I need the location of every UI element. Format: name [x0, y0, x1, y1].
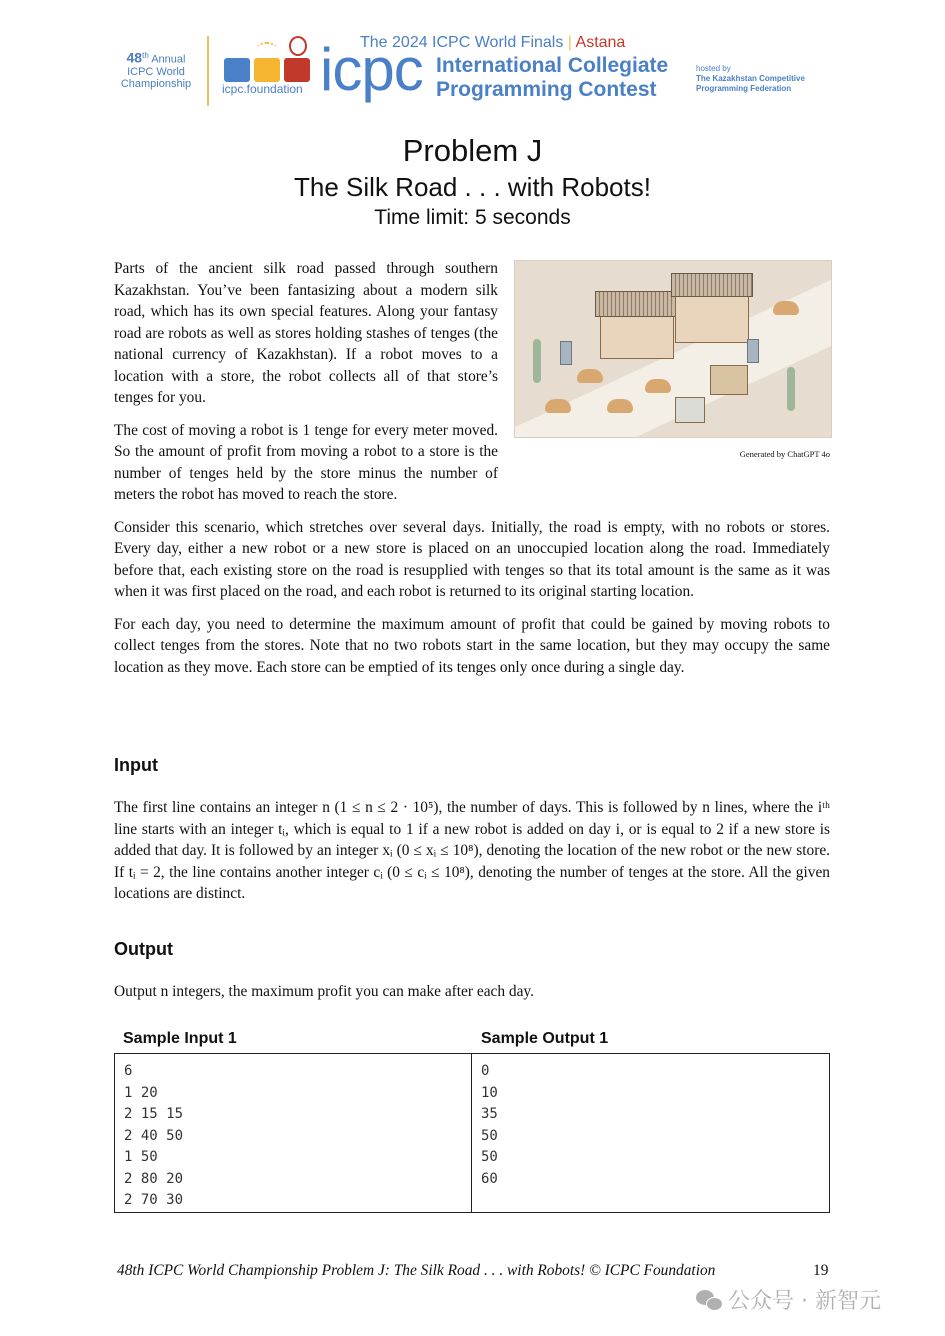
sample-input-line: 2 40 50 — [124, 1127, 184, 1144]
light-rays-icon — [256, 42, 278, 58]
statement-paragraph-1: Parts of the ancient silk road passed through southern Kazakhstan. You’ve been fantasizing about a modern silk road, which has its own special features. Along your fantasy road are robots as well as stores holding stashes of tenges (the national currency of Kazakhstan). If a robot moves to a location with a store, the robot collects all of that store’s tenges for you. — [114, 260, 498, 406]
page-number: 19 — [813, 1262, 829, 1279]
camel-icon — [645, 379, 671, 393]
sample-input-line: 1 50 — [124, 1149, 158, 1165]
header-divider — [207, 36, 209, 106]
city-text: Astana — [575, 34, 626, 51]
sample-input-line: 2 80 20 — [124, 1170, 184, 1187]
input-text: The first line contains an integer n (1 ≤ n ≤ 2 · 10⁵), the number of days. This is followed by n lines, where the iᵗʰ line starts with an integer tᵢ, which is equal to 1 if a new robot is added on day i, or is equal to 2 if a new store is added that day. It is followed by an integer xᵢ (0 ≤ xᵢ ≤ 10⁸), denoting the location of the new robot or the new store. If tᵢ = 2, the line contains another integer cᵢ (0 ≤ cᵢ ≤ 10⁸), denoting the number of tenges at the store. All the given locations are distinct. — [114, 799, 830, 902]
output-text: Output n integers, the maximum profit you can make after each day. — [114, 983, 534, 1000]
host-line1: The Kazakhstan Competitive — [696, 74, 805, 83]
roof-icon — [671, 273, 753, 297]
sample-output-line: 0 — [481, 1063, 490, 1079]
sample-output[interactable] — [472, 1054, 829, 1212]
problem-title: Problem J — [402, 133, 543, 168]
sample-box — [114, 1053, 830, 1213]
sample-headers — [114, 1030, 830, 1053]
lightbulb-icon — [254, 58, 280, 82]
icpc-logo: icpc — [320, 36, 423, 103]
problem-name: The Silk Road . . . with Robots! — [294, 172, 651, 202]
foundation-text: icpc.foundation — [222, 82, 303, 96]
sample-input-line: 2 15 15 — [124, 1106, 184, 1122]
cart-icon — [710, 365, 748, 395]
house-icon — [675, 291, 749, 343]
output-heading: Output — [114, 939, 173, 959]
sample-output-heading: Sample Output 1 — [481, 1030, 609, 1047]
world-finals-line — [360, 34, 625, 52]
figure — [514, 260, 830, 466]
page-header — [0, 0, 945, 120]
contest-line1: International Collegiate — [436, 54, 669, 77]
time-limit: Time limit: 5 seconds — [374, 206, 571, 229]
robot-cart-icon — [675, 397, 705, 423]
hosted-by-label: hosted by — [696, 64, 731, 73]
wf-divider: | — [567, 34, 572, 51]
statement-paragraph-3: Consider this scenario, which stretches over several days. Initially, the road is empty, with no robots or stores. Every day, either a new robot or a new store is placed on an unoccupied location along the road. Immediately before that, each existing store on the road is resupplied with tenges so that its total amount is the same as it was when it was first placed on the road, and each robot is returned to its original starting location. — [114, 518, 830, 600]
annual-championship-label — [112, 50, 200, 90]
sample-input-line: 2 70 30 — [124, 1192, 184, 1208]
house-icon — [600, 313, 674, 359]
host-line2: Programming Federation — [696, 84, 792, 93]
silk-road-illustration — [514, 260, 832, 438]
sample-input-line: 6 — [124, 1063, 133, 1079]
watermark — [696, 1284, 881, 1315]
statement-paragraph-2: The cost of moving a robot is 1 tenge for every meter moved. So the amount of profit from moving a robot to a store is the number of tenges held by the store minus the number of meters the robot has moved to reach the store. — [114, 421, 498, 503]
cloud-icon — [224, 58, 250, 82]
annual-line2: ICPC World — [127, 65, 185, 78]
watermark-text: 公众号 · 新智元 — [728, 1289, 881, 1314]
wechat-icon — [696, 1290, 722, 1310]
sample-output-line: 50 — [481, 1149, 498, 1165]
balloon-icon — [289, 36, 307, 56]
input-heading: Input — [114, 755, 158, 775]
icpc-foundation-logo — [222, 40, 314, 84]
problem-title-block — [0, 132, 945, 232]
sample-table — [114, 1030, 830, 1213]
sample-output-line: 35 — [481, 1106, 498, 1122]
annual-ordinal: 48 — [126, 49, 143, 66]
problem-statement — [114, 258, 830, 689]
world-finals-text: The 2024 ICPC World Finals — [360, 34, 564, 51]
roof-icon — [595, 291, 681, 317]
robot-icon — [560, 341, 572, 365]
camel-icon — [773, 301, 799, 315]
contest-name — [436, 54, 668, 102]
camel-icon — [607, 399, 633, 413]
tree-icon — [533, 339, 541, 383]
annual-line3: Championship — [120, 77, 192, 90]
camel-icon — [545, 399, 571, 413]
output-description — [114, 981, 830, 1014]
sample-output-line: 10 — [481, 1084, 498, 1101]
figure-caption: Generated by ChatGPT 4o — [739, 449, 830, 459]
sample-output-line: 50 — [481, 1127, 498, 1144]
tree-icon — [787, 367, 795, 411]
robot-icon — [747, 339, 759, 363]
sample-output-line: 60 — [481, 1170, 498, 1187]
annual-sup: th — [142, 51, 149, 60]
hosted-by-block — [696, 64, 805, 94]
input-description — [114, 797, 830, 916]
camel-icon — [577, 369, 603, 383]
sample-input-heading: Sample Input 1 — [123, 1030, 237, 1047]
contest-line2: Programming Contest — [436, 78, 657, 101]
annual-word: Annual — [151, 53, 186, 66]
heart-icon — [284, 58, 310, 82]
sample-input[interactable] — [115, 1054, 472, 1212]
sample-input-line: 1 20 — [124, 1084, 158, 1101]
page-footer: 48th ICPC World Championship Problem J: The Silk Road . . . with Robots! © ICPC Foundation — [117, 1262, 716, 1279]
statement-paragraph-4: For each day, you need to determine the maximum amount of profit that could be gained by moving robots to collect tenges from the stores. Note that no two robots start in the same location, but they may occupy the same location as they move. Each store can be emptied of its tenges only once during a single day. — [114, 615, 830, 676]
